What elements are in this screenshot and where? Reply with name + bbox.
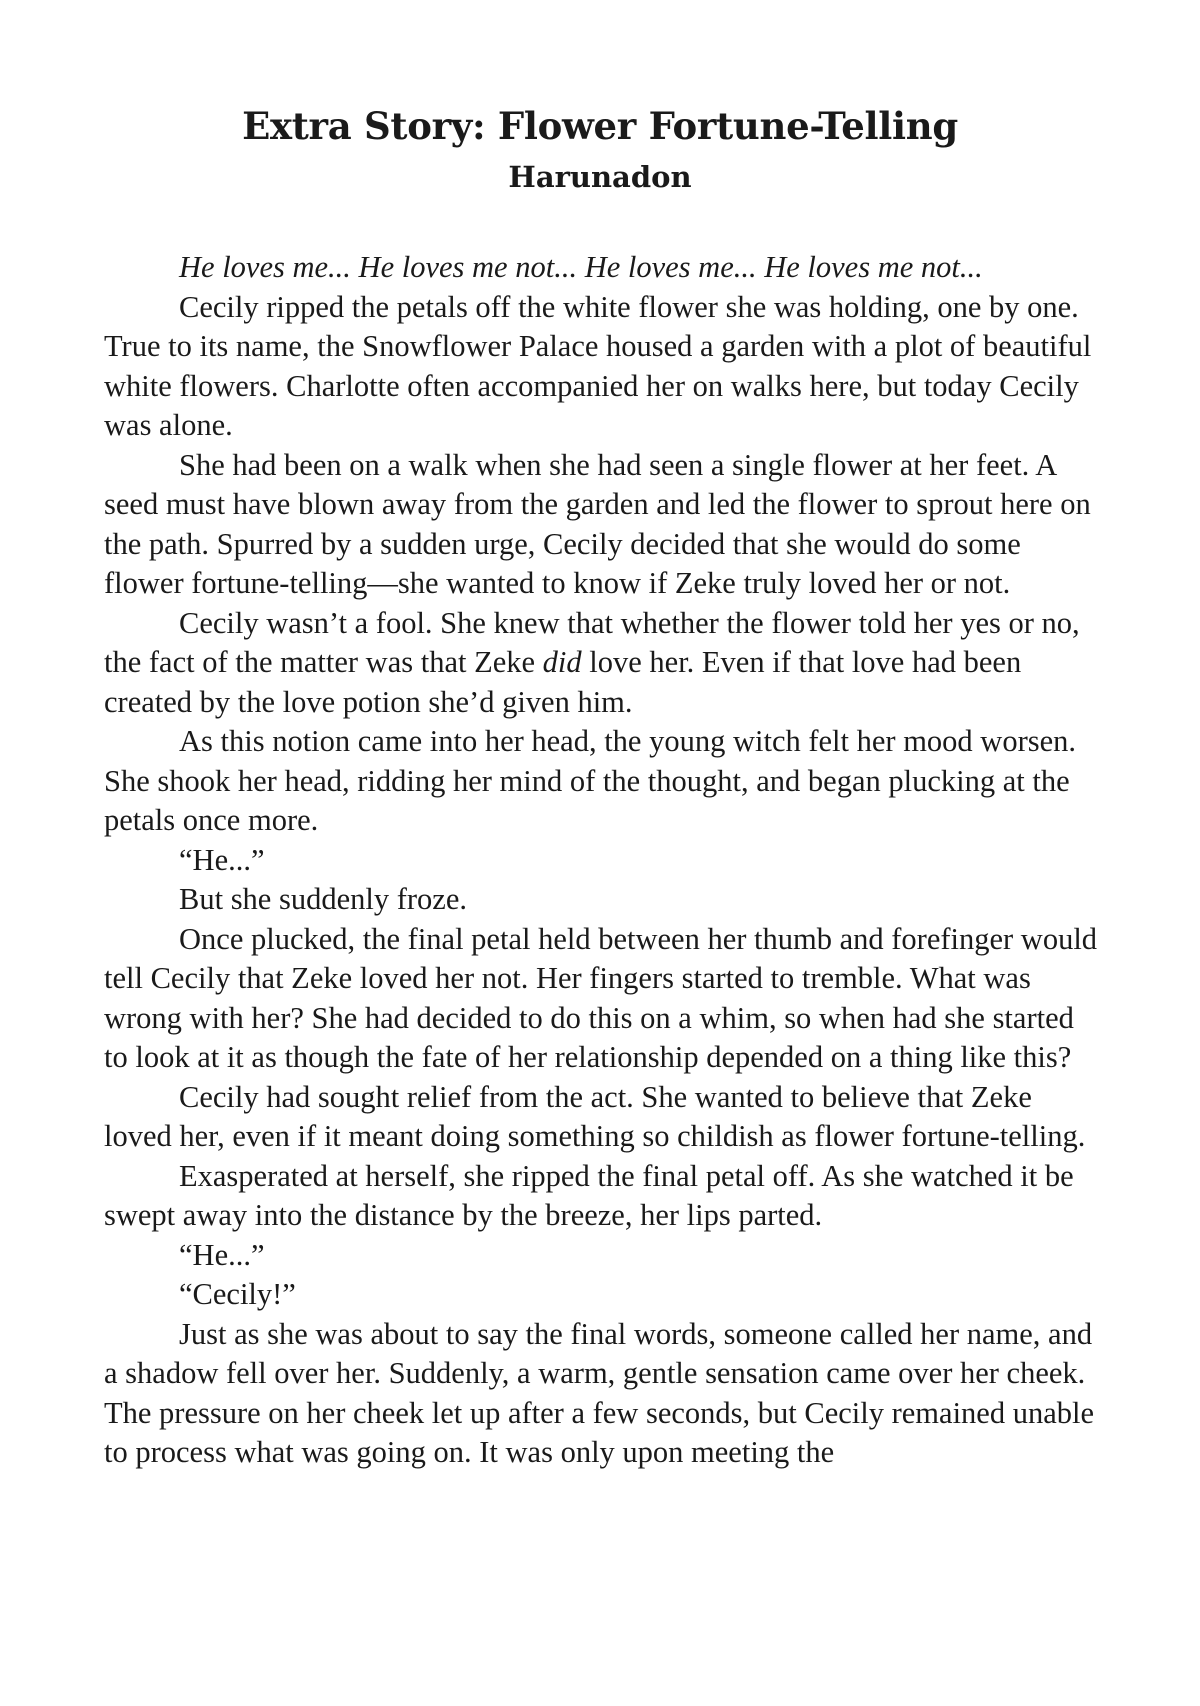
paragraph: Just as she was about to say the final words, someone called her name, and a shadow fell over her. Suddenly, a warm, gentle sensation came over her cheek. The pressure on her cheek let up after a few seconds, but Cecily remained unable to process what was going on. It was only upon meeting the — [104, 1316, 1094, 1469]
emphasis-text: did — [542, 645, 582, 679]
paragraph: Cecily had sought relief from the act. She wanted to believe that Zeke loved her, even if it meant doing something so childish as flower fortune-telling. — [104, 1079, 1086, 1153]
chapter-header — [0, 100, 1200, 202]
paragraph: Cecily ripped the petals off the white flower she was holding, one by one. True to its name, the Snowflower Palace housed a garden with a plot of beautiful white flowers. Charlotte often accompanied her on walks here, but today Cecily was alone. — [104, 289, 1092, 442]
paragraph: As this notion came into her head, the young witch felt her mood worsen. She shook her head, ridding her mind of the thought, and began plucking at the petals once more. — [104, 724, 1077, 837]
paragraph-dialogue: “He...” — [179, 842, 265, 877]
story-body — [104, 248, 1104, 1473]
paragraph: But she suddenly froze. — [179, 882, 467, 916]
paragraph: Once plucked, the final petal held between her thumb and forefinger would tell Cecily that Zeke loved her not. Her fingers started to tremble. What was wrong with her? She had decided to do this on a whim, so when had she started to look at it as though the fate of her relationship depended on a thing like this? — [104, 921, 1098, 1074]
paragraph-dialogue: “Cecily!” — [179, 1277, 296, 1311]
paragraph-italic-refrain: He loves me... He loves me not... He loves me... He loves me not... — [179, 250, 983, 284]
chapter-title: Extra Story: Flower Fortune-Telling — [242, 104, 958, 148]
author-name: Harunadon — [508, 160, 692, 194]
paragraph: Exasperated at herself, she ripped the final petal off. As she watched it be swept away into the distance by the breeze, her lips parted. — [104, 1158, 1074, 1232]
paragraph: She had been on a walk when she had seen a single flower at her feet. A seed must have blown away from the garden and led the flower to sprout here on the path. Spurred by a sudden urge, Cecily decided that she would do some flower fortune-telling—she wanted to know if Zeke truly loved her or not. — [104, 447, 1091, 600]
paragraph-dialogue: “He...” — [179, 1237, 265, 1272]
paragraph-text: love her. Even if that love had been created by the love potion she’d given him. — [104, 645, 1022, 719]
paragraph-text: Cecily wasn’t a fool. She knew that whether the flower told her yes or no, the fact of the matter was that Zeke — [104, 605, 1080, 679]
paragraph — [104, 604, 1104, 723]
